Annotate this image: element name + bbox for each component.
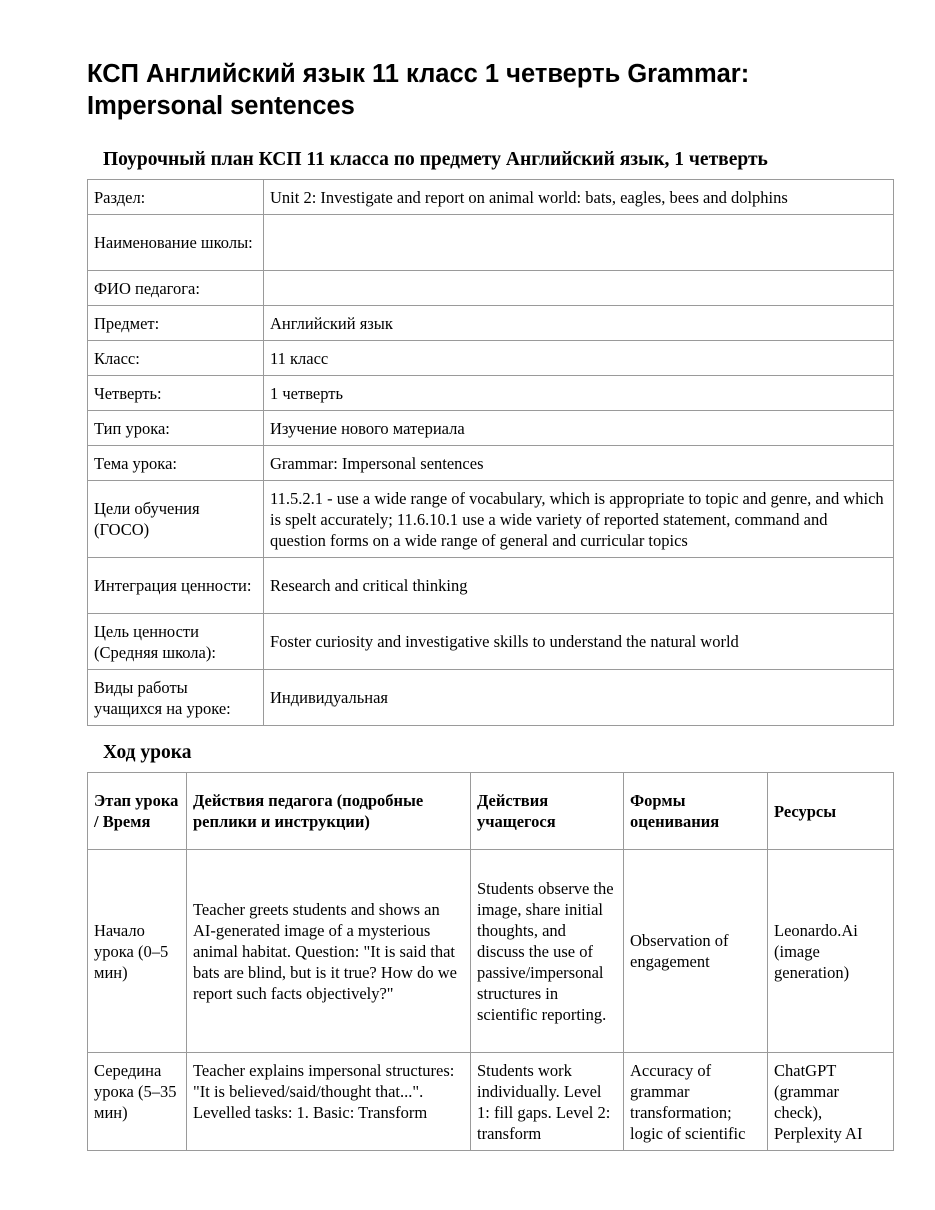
- document-title: КСП Английский язык 11 класс 1 четверть Grammar: Impersonal sentences: [87, 60, 750, 120]
- info-label: Класс:: [88, 341, 264, 376]
- table-row: [88, 670, 894, 726]
- info-value: 1 четверть: [264, 376, 894, 411]
- info-label: Четверть:: [88, 376, 264, 411]
- table-row: [88, 180, 894, 215]
- table-row: [88, 341, 894, 376]
- column-header: Действия учащегося: [471, 773, 624, 850]
- info-value: Research and critical thinking: [264, 558, 894, 614]
- table-row: [88, 558, 894, 614]
- table-row: [88, 446, 894, 481]
- table-row: [88, 376, 894, 411]
- teacher-actions-cell: Teacher greets students and shows an AI-generated image of a mysterious animal habitat. Question: "It is said that bats are blind, but is it true? How do we report such facts objectively?": [187, 850, 471, 1053]
- column-header: Формы оценивания: [624, 773, 768, 850]
- info-value: 11.5.2.1 - use a wide range of vocabulary, which is appropriate to topic and genre, and which is spelt accurately; 11.6.10.1 use a wide variety of reported statement, command and question forms on a wide range of general and curricular topics: [264, 481, 894, 558]
- info-value: [264, 271, 894, 306]
- assessment-cell: Observation of engagement: [624, 850, 768, 1053]
- plan-heading: Поурочный план КСП 11 класса по предмету Английский язык, 1 четверть: [103, 149, 768, 170]
- info-value: Изучение нового материала: [264, 411, 894, 446]
- student-actions-cell: Students observe the image, share initial thoughts, and discuss the use of passive/impersonal structures in scientific reporting.: [471, 850, 624, 1053]
- info-label: Цель ценности (Средняя школа):: [88, 614, 264, 670]
- info-value: Английский язык: [264, 306, 894, 341]
- column-header: Ресурсы: [768, 773, 894, 850]
- table-row: [88, 411, 894, 446]
- assessment-cell: Accuracy of grammar transformation; logic of scientific: [624, 1053, 768, 1151]
- lesson-info-table: [87, 179, 894, 726]
- table-row: [88, 271, 894, 306]
- info-label: Тема урока:: [88, 446, 264, 481]
- table-row: [88, 614, 894, 670]
- table-row: [88, 481, 894, 558]
- table-row: [88, 850, 894, 1053]
- stage-cell: Середина урока (5–35 мин): [88, 1053, 187, 1151]
- info-value: Индивидуальная: [264, 670, 894, 726]
- info-value: Grammar: Impersonal sentences: [264, 446, 894, 481]
- info-label: ФИО педагога:: [88, 271, 264, 306]
- info-value: 11 класс: [264, 341, 894, 376]
- info-value: Unit 2: Investigate and report on animal world: bats, eagles, bees and dolphins: [264, 180, 894, 215]
- column-header: Действия педагога (подробные реплики и инструкции): [187, 773, 471, 850]
- info-label: Наименование школы:: [88, 215, 264, 271]
- info-label: Предмет:: [88, 306, 264, 341]
- lesson-flow-table: [87, 772, 894, 1151]
- table-row: [88, 1053, 894, 1151]
- table-row: [88, 215, 894, 271]
- info-label: Раздел:: [88, 180, 264, 215]
- info-label: Тип урока:: [88, 411, 264, 446]
- column-header: Этап урока / Время: [88, 773, 187, 850]
- table-header-row: [88, 773, 894, 850]
- resources-cell: ChatGPT (grammar check), Perplexity AI: [768, 1053, 894, 1151]
- teacher-actions-cell: Teacher explains impersonal structures: "It is believed/said/thought that...". Levelled tasks: 1. Basic: Transform: [187, 1053, 471, 1151]
- table-row: [88, 306, 894, 341]
- info-value: Foster curiosity and investigative skills to understand the natural world: [264, 614, 894, 670]
- info-label: Цели обучения (ГОСО): [88, 481, 264, 558]
- info-value: [264, 215, 894, 271]
- lesson-heading: Ход урока: [103, 742, 192, 763]
- stage-cell: Начало урока (0–5 мин): [88, 850, 187, 1053]
- info-label: Интеграция ценности:: [88, 558, 264, 614]
- resources-cell: Leonardo.Ai (image generation): [768, 850, 894, 1053]
- student-actions-cell: Students work individually. Level 1: fill gaps. Level 2: transform: [471, 1053, 624, 1151]
- info-label: Виды работы учащихся на уроке:: [88, 670, 264, 726]
